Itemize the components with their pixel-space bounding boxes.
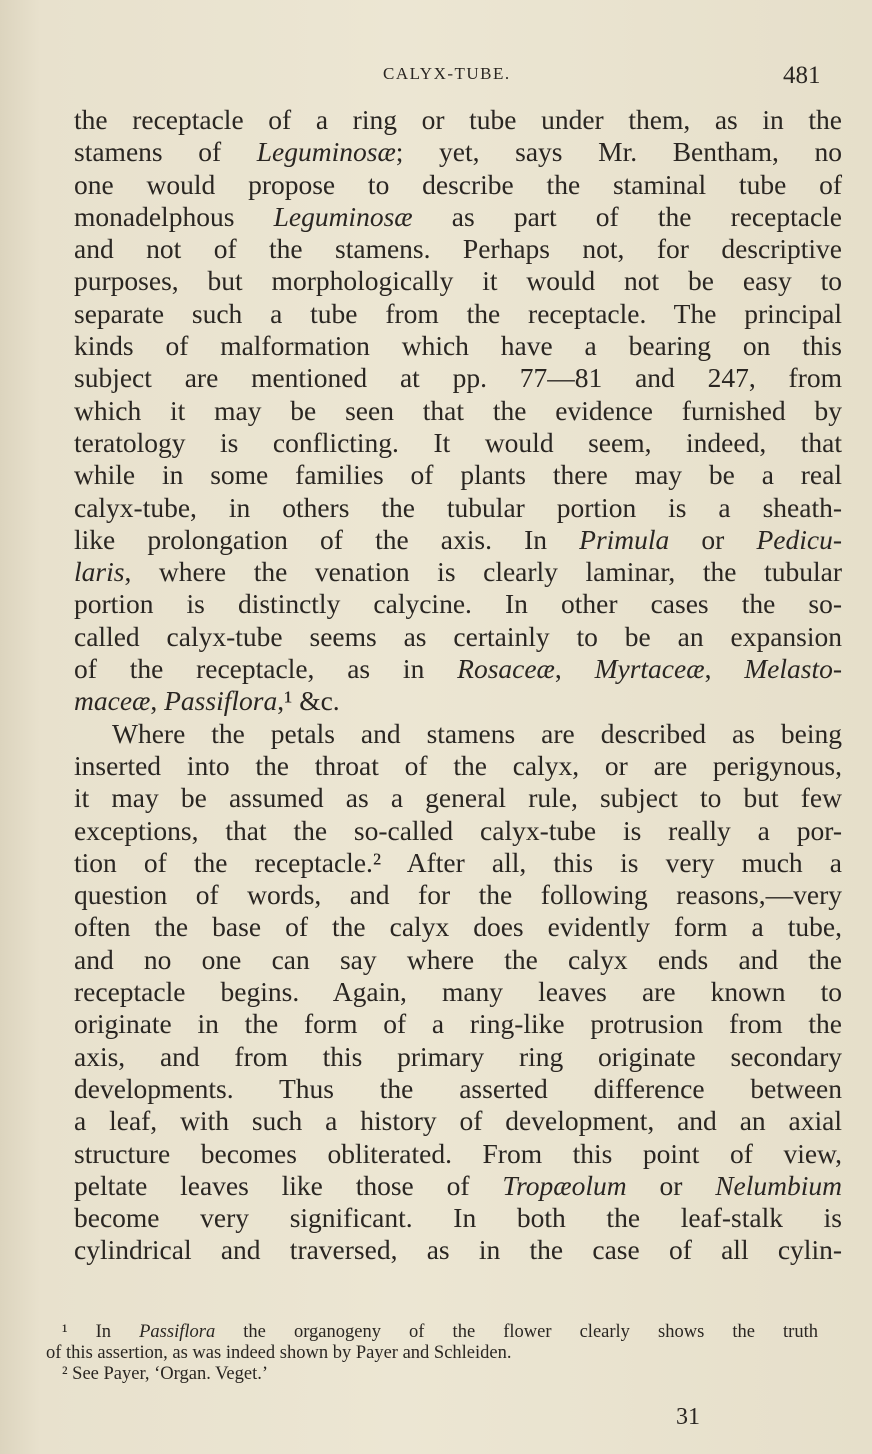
text-line: become very significant. In both the leaf-stalk is bbox=[74, 1202, 842, 1234]
text-line: tion of the receptacle.² After all, this is very much a bbox=[74, 846, 842, 878]
text-line: separate such a tube from the receptacle. The principal bbox=[74, 297, 842, 329]
text-line: while in some families of plants there may be a real bbox=[74, 459, 842, 491]
page-number: 481 bbox=[783, 62, 821, 89]
footnotes bbox=[46, 1322, 818, 1385]
text-line: like prolongation of the axis. In Primula or Pedicu- bbox=[74, 523, 842, 555]
footnote-line: of this assertion, as was indeed shown by Payer and Schleiden. bbox=[46, 1343, 512, 1363]
text-line: a leaf, with such a history of development, and an axial bbox=[74, 1105, 842, 1137]
text-line: often the base of the calyx does evidently form a tube, bbox=[74, 911, 842, 943]
text-line: originate in the form of a ring-like protrusion from the bbox=[74, 1008, 842, 1040]
text-line: purposes, but morphologically it would not be easy to bbox=[74, 265, 842, 297]
text-line: the receptacle of a ring or tube under them, as in the bbox=[74, 104, 842, 135]
signature-mark: 31 bbox=[676, 1404, 700, 1430]
text-line: receptacle begins. Again, many leaves are known to bbox=[74, 976, 842, 1008]
text-line: called calyx-tube seems as certainly to be an expansion bbox=[74, 620, 842, 652]
text-line: and no one can say where the calyx ends and the bbox=[74, 943, 842, 975]
text-line: peltate leaves like those of Tropæolum or Nelumbium bbox=[74, 1169, 842, 1201]
text-line: it may be assumed as a general rule, subject to but few bbox=[74, 782, 842, 814]
body-text bbox=[74, 104, 842, 1267]
footnote-line: ¹ In Passiflora the organogeny of the flower clearly shows the truth bbox=[62, 1322, 818, 1342]
running-head bbox=[0, 62, 872, 92]
text-line: maceæ, Passiflora,¹ &c. bbox=[74, 685, 340, 717]
text-line: exceptions, that the so-called calyx-tube is really a por- bbox=[74, 814, 842, 846]
text-line: axis, and from this primary ring originate secondary bbox=[74, 1040, 842, 1072]
text-line: question of words, and for the following reasons,—very bbox=[74, 879, 842, 911]
text-line: stamens of Leguminosæ; yet, says Mr. Bentham, no bbox=[74, 136, 842, 168]
text-line: calyx-tube, in others the tubular portion is a sheath- bbox=[74, 491, 842, 523]
text-line: Where the petals and stamens are described as being bbox=[112, 717, 842, 749]
text-line: kinds of malformation which have a bearing on this bbox=[74, 330, 842, 362]
text-line: one would propose to describe the staminal tube of bbox=[74, 168, 842, 200]
text-line: teratology is conflicting. It would seem, indeed, that bbox=[74, 426, 842, 458]
text-line: portion is distinctly calycine. In other cases the so- bbox=[74, 588, 842, 620]
text-line: which it may be seen that the evidence furnished by bbox=[74, 394, 842, 426]
text-line: structure becomes obliterated. From this point of view, bbox=[74, 1137, 842, 1169]
text-line: monadelphous Leguminosæ as part of the receptacle bbox=[74, 200, 842, 232]
text-line: and not of the stamens. Perhaps not, for descriptive bbox=[74, 233, 842, 265]
text-line: cylindrical and traversed, as in the case of all cylin- bbox=[74, 1234, 842, 1266]
text-line: laris, where the venation is clearly laminar, the tubular bbox=[74, 556, 842, 588]
text-line: inserted into the throat of the calyx, or are perigynous, bbox=[74, 749, 842, 781]
text-line: developments. Thus the asserted difference between bbox=[74, 1072, 842, 1104]
text-line: subject are mentioned at pp. 77—81 and 247, from bbox=[74, 362, 842, 394]
text-line: of the receptacle, as in Rosaceæ, Myrtaceæ, Melasto- bbox=[74, 653, 843, 685]
footnote-line: ² See Payer, ‘Organ. Veget.’ bbox=[62, 1364, 269, 1384]
running-title: CALYX-TUBE. bbox=[383, 64, 511, 83]
